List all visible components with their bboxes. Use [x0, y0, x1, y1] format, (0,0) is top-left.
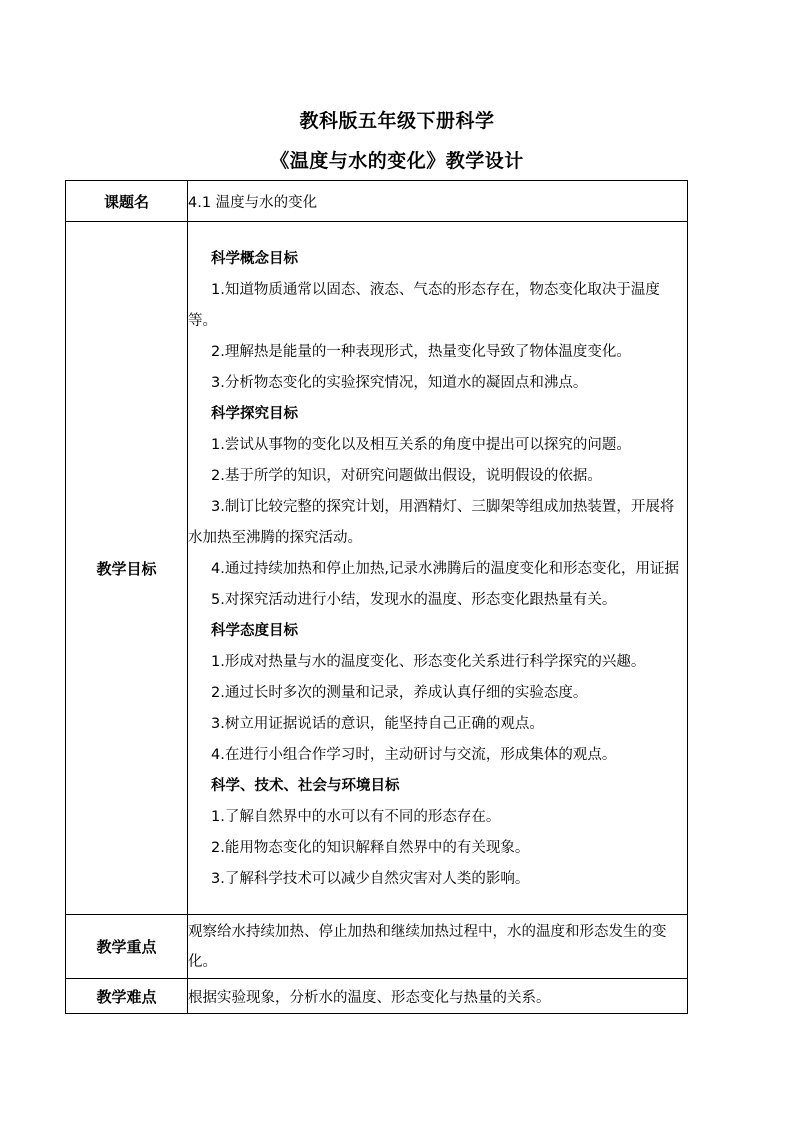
key-points-label: 教学重点: [66, 915, 188, 979]
inquiry-goal-item: 4.通过持续加热和停止加热,记录水沸腾后的温度变化和形态变化，用证据: [211, 560, 679, 577]
lesson-name-value: 4.1 温度与水的变化: [188, 181, 688, 222]
inquiry-goal-item: 3.制订比较完整的探究计划，用酒精灯、三脚架等组成加热装置，开展将水加热至沸腾的探究活动。: [188, 498, 675, 546]
inquiry-goal-item: 5.对探究活动进行小结，发现水的温度、形态变化跟热量有关。: [211, 591, 617, 608]
attitude-goal-item: 1.形成对热量与水的温度变化、形态变化关系进行科学探究的兴趣。: [211, 653, 646, 670]
lesson-plan-table: [65, 180, 688, 1014]
concept-goal-item: 2.理解热是能量的一种表现形式，热量变化导致了物体温度变化。: [211, 343, 631, 360]
table-row-goals: [66, 222, 688, 915]
goals-list: [188, 242, 687, 895]
goals-label: 教学目标: [66, 222, 188, 915]
stse-goal-item: 2.能用物态变化的知识解释自然界中的有关现象。: [211, 839, 530, 856]
inquiry-goal-item: 2.基于所学的知识，对研究问题做出假设，说明假设的依据。: [211, 467, 602, 484]
difficulties-value: 根据实验现象，分析水的温度、形态变化与热量的关系。: [188, 979, 688, 1014]
stse-goal-item: 3.了解科学技术可以减少自然灾害对人类的影响。: [211, 870, 530, 887]
attitude-goal-item: 3.树立用证据说话的意识，能坚持自己正确的观点。: [211, 715, 544, 732]
attitude-goal-item: 4.在进行小组合作学习时，主动研讨与交流，形成集体的观点。: [211, 746, 617, 763]
attitude-goals-heading: 科学态度目标: [211, 622, 298, 639]
table-row-key-points: [66, 915, 688, 979]
difficulties-label: 教学难点: [66, 979, 188, 1014]
inquiry-goals-heading: 科学探究目标: [211, 405, 298, 422]
stse-goals-heading: 科学、技术、社会与环境目标: [211, 777, 400, 794]
attitude-goal-item: 2.通过长时多次的测量和记录，养成认真仔细的实验态度。: [211, 684, 588, 701]
concept-goal-item: 3.分析物态变化的实验探究情况，知道水的凝固点和沸点。: [211, 374, 588, 391]
inquiry-goal-item: 1.尝试从事物的变化以及相互关系的角度中提出可以探究的问题。: [211, 436, 631, 453]
table-row-difficulties: [66, 979, 688, 1014]
table-row-lesson-name: [66, 181, 688, 222]
stse-goal-item: 1.了解自然界中的水可以有不同的形态存在。: [211, 808, 501, 825]
concept-goals-heading: 科学概念目标: [211, 250, 298, 267]
key-points-value: 观察给水持续加热、停止加热和继续加热过程中，水的温度和形态发生的变化。: [188, 915, 688, 979]
document-subtitle: 《温度与水的变化》教学设计: [270, 150, 524, 172]
concept-goal-item: 1.知道物质通常以固态、液态、气态的形态存在，物态变化取决于温度等。: [188, 281, 660, 329]
lesson-name-label: 课题名: [66, 181, 188, 222]
goals-cell: [188, 222, 688, 915]
document-title: 教科版五年级下册科学: [299, 110, 495, 132]
